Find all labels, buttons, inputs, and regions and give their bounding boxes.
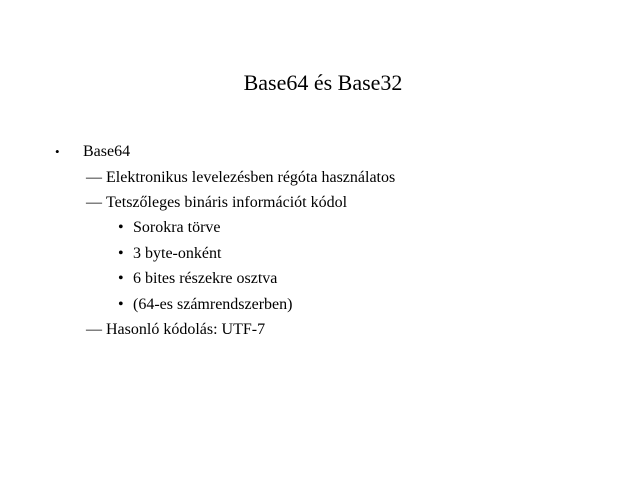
list-item-lines: Sorokra törve (133, 219, 221, 236)
list-item-email: Elektronikus levelezésben régóta használatos (106, 169, 396, 186)
list-item-base64-system: (64-es számrendszerben) (133, 296, 293, 313)
slide-title: Base64 és Base32 (243, 70, 403, 95)
bullet-marker: • (118, 245, 124, 262)
list-item-utf7: Hasonló kódolás: UTF-7 (106, 321, 266, 338)
list-item-3byte: 3 byte-onként (133, 245, 222, 262)
bullet-marker: • (118, 270, 124, 287)
list-item-binary: Tetszőleges bináris információt kódol (106, 194, 348, 211)
list-item-6bit: 6 bites részekre osztva (133, 270, 278, 287)
dash-marker: — (86, 194, 102, 211)
bullet-marker: • (118, 296, 124, 313)
bullet-marker: • (118, 219, 124, 236)
list-item-base64: Base64 (83, 143, 131, 160)
bullet-marker: • (55, 144, 60, 159)
dash-marker: — (86, 169, 102, 186)
dash-marker: — (86, 321, 102, 338)
